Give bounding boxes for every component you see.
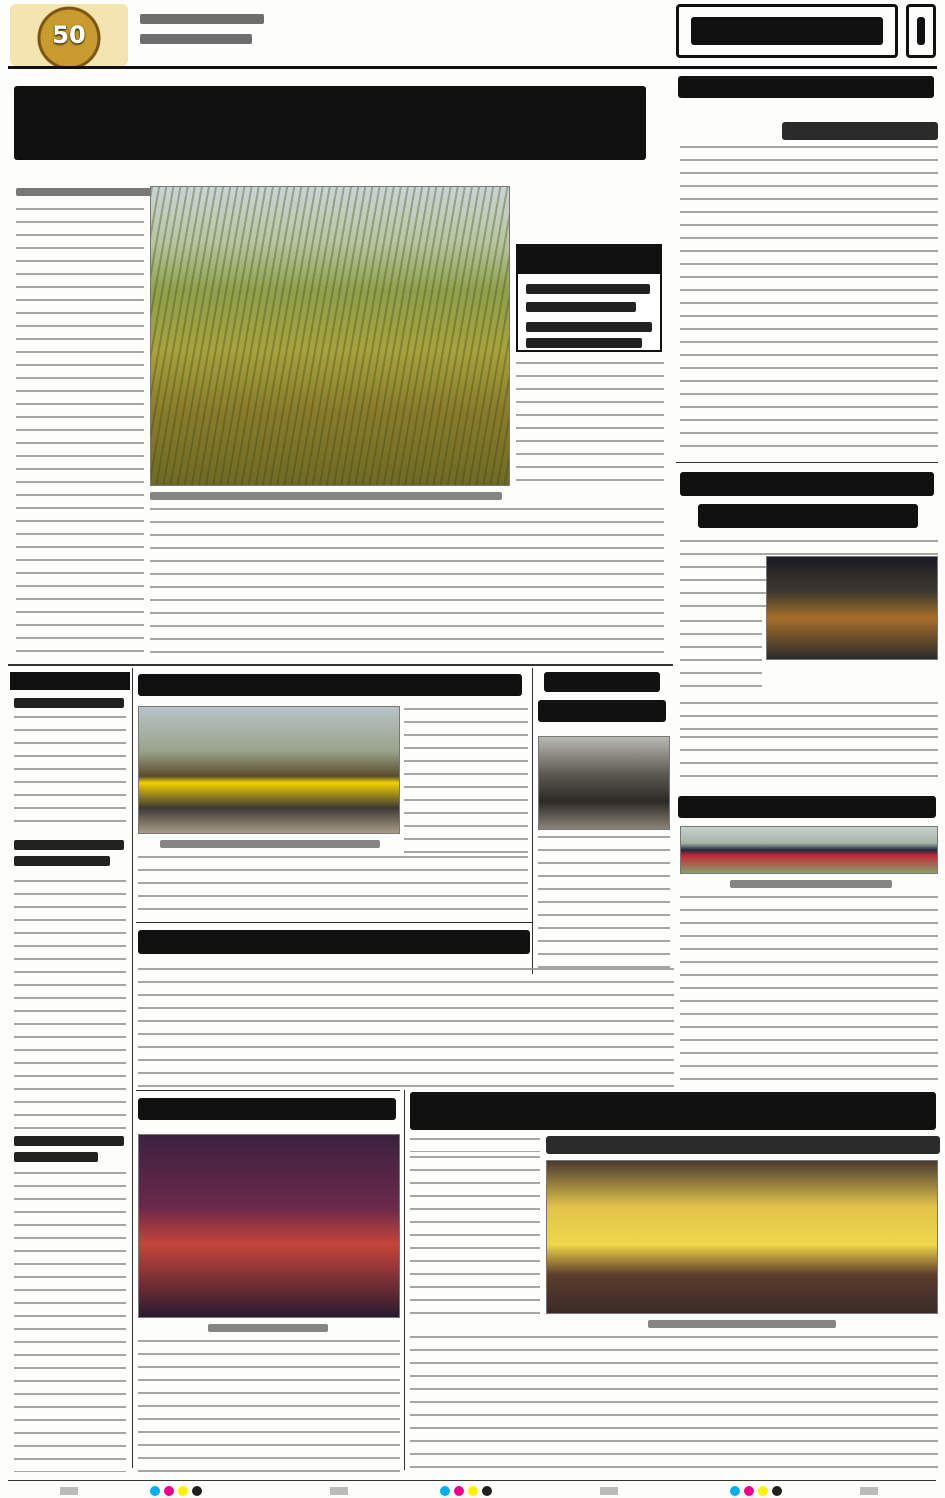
lead-story-body-right xyxy=(516,362,664,486)
brief-2-body xyxy=(14,880,126,1130)
registration-marks-center xyxy=(440,1486,500,1496)
newspaper-50-years-logo xyxy=(10,4,128,66)
python-rescue-photo xyxy=(538,736,670,830)
murder-story-headline xyxy=(678,72,938,102)
cultural-exchange-label xyxy=(546,1136,940,1154)
murder-story-label xyxy=(782,122,938,140)
dateline xyxy=(140,10,268,50)
lamp-festival-headline xyxy=(138,926,534,960)
hirakud-rally-photo xyxy=(138,706,400,834)
coconut-festival-photo xyxy=(138,1134,400,1318)
lead-story-body-left xyxy=(16,208,144,654)
brief-3-headline xyxy=(14,1136,124,1166)
football-headline xyxy=(678,792,940,822)
lead-story-body-bottom xyxy=(150,508,664,654)
registration-bar-2 xyxy=(330,1487,348,1495)
registration-bar-3 xyxy=(600,1487,618,1495)
logo-anniversary-number: 50 xyxy=(52,21,86,49)
cultural-exchange-body-bottom xyxy=(410,1336,938,1476)
hirakud-rally-photo-caption xyxy=(138,838,400,850)
cultural-exchange-headline xyxy=(410,1088,940,1134)
cycle-rally-body-left xyxy=(680,620,762,694)
football-team-photo xyxy=(680,826,938,874)
page-number-box xyxy=(906,4,936,58)
lead-story-byline xyxy=(16,188,162,198)
youth-sangam-photo-caption xyxy=(546,1318,938,1330)
registration-marks-left xyxy=(150,1486,210,1496)
cycle-rally-photo xyxy=(766,556,938,660)
coconut-festival-photo-caption xyxy=(138,1322,400,1334)
masthead-rule xyxy=(8,66,937,69)
registration-bar-1 xyxy=(60,1487,78,1495)
cycle-rally-continued xyxy=(680,736,938,786)
youth-sangam-photo xyxy=(546,1160,938,1314)
hirakud-rally-body-bottom xyxy=(138,856,528,918)
district-tag-label xyxy=(516,244,662,274)
lead-story-headline xyxy=(14,84,654,164)
cultural-exchange-body-left xyxy=(410,1156,540,1324)
district-tag-box xyxy=(516,244,662,352)
hirakud-rally-body-right xyxy=(404,708,528,862)
brief-2-headline xyxy=(14,838,124,872)
section-title-box xyxy=(676,4,898,58)
python-rescue-headline xyxy=(538,668,670,728)
brief-1-body xyxy=(14,716,126,832)
cycle-rally-caption xyxy=(680,702,938,730)
lamp-festival-body xyxy=(138,968,674,1092)
coconut-festival-headline xyxy=(138,1094,400,1124)
registration-marks-right xyxy=(730,1486,790,1496)
registration-bar-4 xyxy=(860,1487,878,1495)
hirakud-rally-headline xyxy=(138,670,526,700)
brief-1-headline xyxy=(14,696,124,710)
football-body xyxy=(680,896,938,1086)
murder-story-body xyxy=(680,146,938,456)
brief-3-body xyxy=(14,1172,126,1472)
lead-story-photo-paddy-field xyxy=(150,186,510,486)
cultural-exchange-byline xyxy=(410,1138,540,1152)
cycle-rally-headline xyxy=(680,468,938,534)
python-rescue-body xyxy=(538,836,670,974)
lead-story-photo-caption xyxy=(150,490,510,502)
coconut-festival-body xyxy=(138,1340,400,1474)
in-brief-label xyxy=(10,672,130,690)
football-photo-caption xyxy=(680,878,938,890)
